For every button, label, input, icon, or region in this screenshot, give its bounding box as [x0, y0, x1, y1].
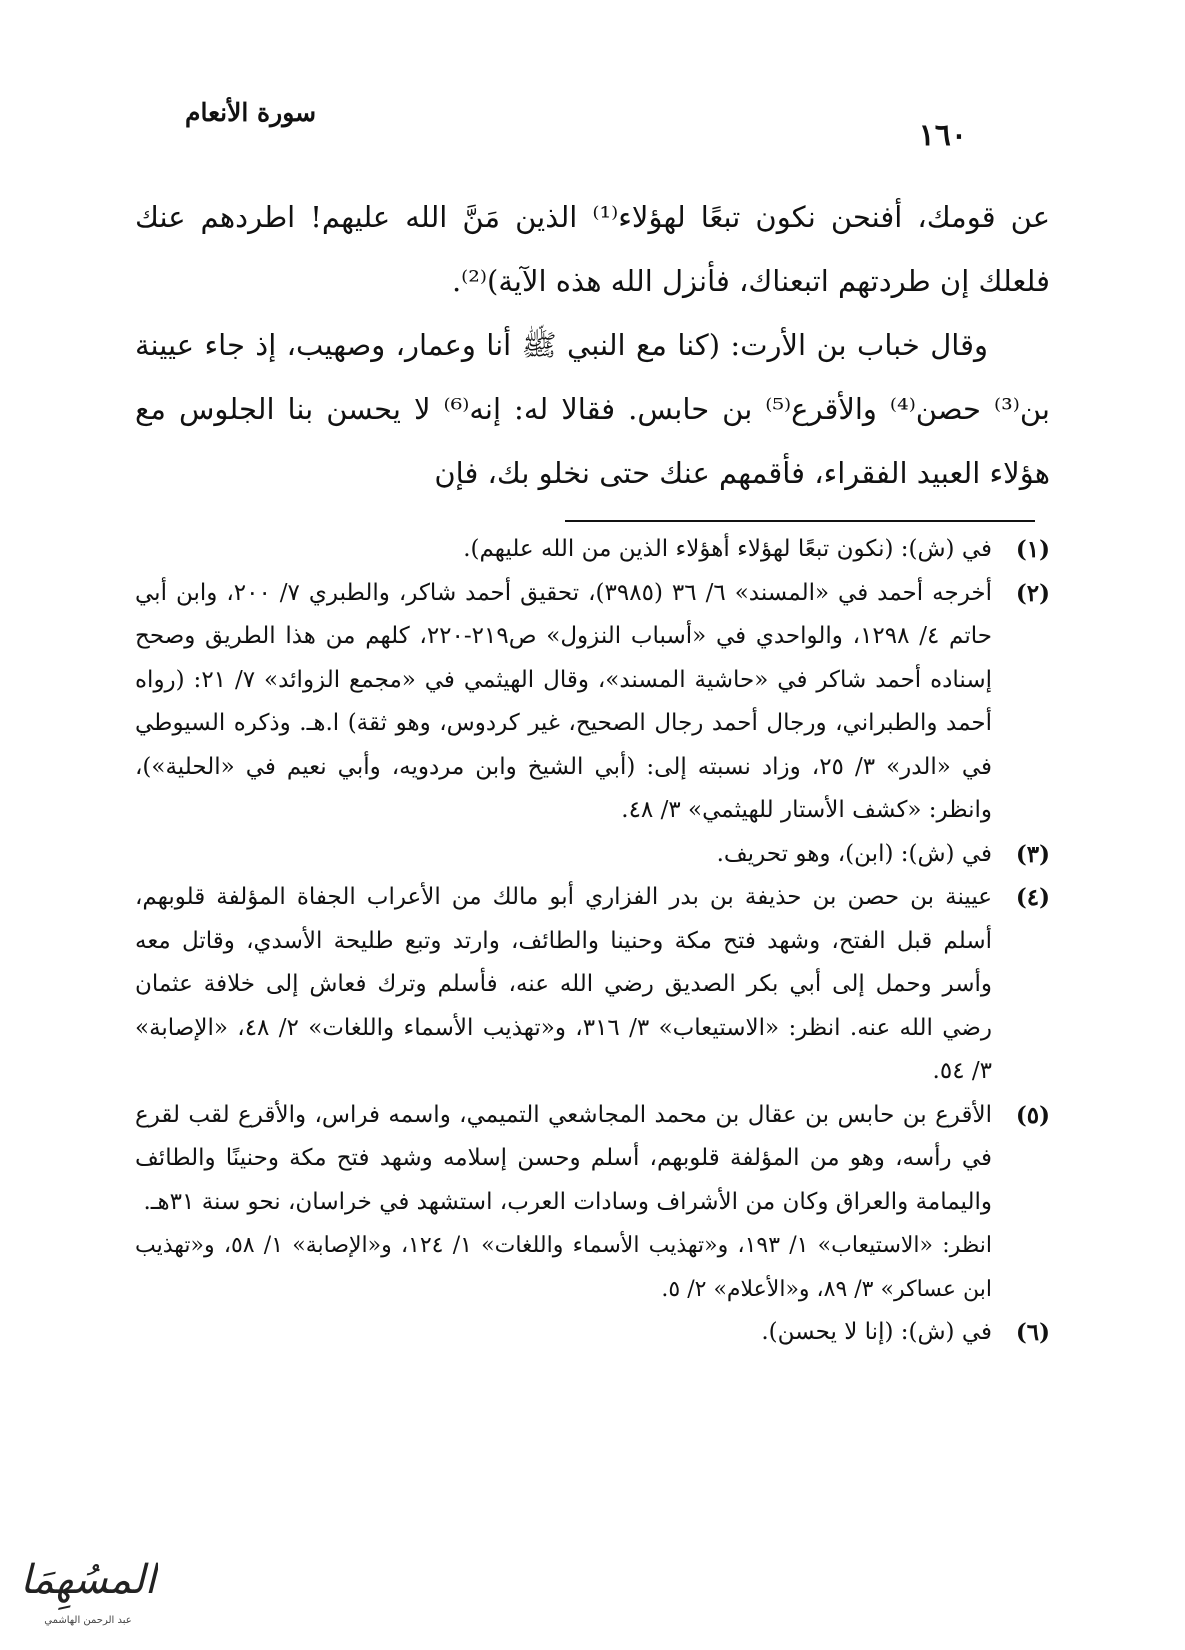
footnote-paragraph: في (ش): (ابن)، وهو تحريف. [716, 840, 992, 867]
footnote-text [135, 833, 992, 877]
body-paragraph-1: عن قومك، أفنحن نكون تبعًا لهؤلاء⁽¹⁾ الذين مَنَّ الله عليهم! اطردهم عنك فلعلك إن طردتهم اتبعناك، فأنزل الله هذه الآية)⁽²⁾. [135, 200, 1050, 298]
footnote-number: (١) [1015, 536, 1050, 563]
footnote-references: انظر: «الاستيعاب» ١/ ١٩٣، و«تهذيب الأسماء واللغات» ١/ ١٢٤، و«الإصابة» ١/ ٥٨، و«تهذيب ابن عساكر» ٣/ ٨٩، و«الأعلام» ٢/ ٥. [135, 1233, 993, 1302]
footnote-divider [565, 520, 1035, 522]
footnote-number: (٥) [1015, 1101, 1050, 1129]
footnote-number: (٦) [1015, 1319, 1050, 1346]
running-title: سورة الأنعام [185, 98, 317, 127]
page-number: ١٦٠ [918, 118, 967, 153]
body-paragraph-2: وقال خباب بن الأرت: (كنا مع النبي ﷺ أنا وعمار، وصهيب، إذ جاء عيينة بن⁽³⁾ حصن⁽⁴⁾ والأقرع⁽⁵⁾ بن حابس. فقالا له: إنه⁽⁶⁾ لا يحسن بنا الجلوس مع هؤلاء العبيد الفقراء، فأقمهم عنك حتى نخلو بك، فإن [135, 328, 1051, 490]
footnote-paragraph: الأقرع بن حابس بن عقال بن محمد المجاشعي التميمي، واسمه فراس، والأقرع لقب لقرع في رأسه، وهو من المؤلفة قلوبهم، أسلم وحسن إسلامه وشهد فتح مكة وحنينًا والطائف واليمامة والعراق وكان من الأشراف وسادات العرب، استشهد في خراسان، نحو سنة ٣١هـ. [135, 1101, 992, 1215]
watermark-text: المسُهِمَا [20, 1557, 156, 1603]
footnote-number: (٤) [1015, 884, 1050, 911]
footnote-text [135, 1311, 992, 1355]
watermark-subtext: عبد الرحمن الهاشمي [44, 1615, 132, 1626]
footnote-paragraph: أخرجه أحمد في «المسند» ٦/ ٣٦ (٣٩٨٥)، تحقيق أحمد شاكر، والطبري ٧/ ٢٠٠، وابن أبي حاتم ٤/ ١٢٩٨، والواحدي في «أسباب النزول» ص٢١٩-٢٢٠، كلهم من هذا الطريق وصحح إسناده أحمد شاكر في «حاشية المسند»، وقال الهيثمي في «مجمع الزوائد» ٧/ ٢١: (رواه أحمد والطبراني، ورجال أحمد رجال الصحيح، غير كردوس، وهو ثقة) ا.هـ. وذكره السيوطي في «الدر» ٣/ ٢٥، وزاد نسبته إلى: (أبي الشيخ وابن مردويه، وأبي نعيم في «الحلية»)، وانظر: «كشف الأستار للهيثمي» ٣/ ٤٨. [135, 579, 993, 823]
footnote-4 [135, 876, 1050, 1094]
footnote-paragraph: عيينة بن حصن بن حذيفة بن بدر الفزاري أبو مالك من الأعراب الجفاة المؤلفة قلوبهم، أسلم قبل الفتح، وشهد فتح مكة وحنينا والطائف، وارتد وتبع طليحة الأسدي، وقاتل معه وأسر وحمل إلى أبي بكر الصديق رضي الله عنه، فأسلم وترك فعاش إلى خلافة عثمان رضي الله عنه. انظر: «الاستيعاب» ٣/ ٣١٦، و«تهذيب الأسماء واللغات» ٢/ ٤٨، «الإصابة» ٣/ ٥٤. [135, 884, 993, 1084]
main-text [135, 185, 1050, 505]
footnote-paragraph: في (ش): (نكون تبعًا لهؤلاء أهؤلاء الذين من الله عليهم). [463, 536, 992, 562]
library-logo-watermark [18, 1545, 158, 1635]
footnote-3 [135, 833, 1050, 877]
footnote-1 [135, 528, 1050, 572]
footnote-text [135, 1094, 992, 1312]
footnote-number: (٣) [1015, 840, 1050, 868]
footnote-paragraph: في (ش): (إنا لا يحسن). [761, 1319, 992, 1345]
footnote-5 [135, 1094, 1050, 1312]
footnote-text [135, 876, 992, 1094]
footnote-2 [135, 572, 1050, 833]
footnote-text [135, 572, 992, 833]
footnote-text [135, 528, 992, 572]
footnote-6 [135, 1311, 1050, 1355]
footnotes [135, 528, 1050, 1355]
footnote-number: (٢) [1015, 579, 1050, 607]
